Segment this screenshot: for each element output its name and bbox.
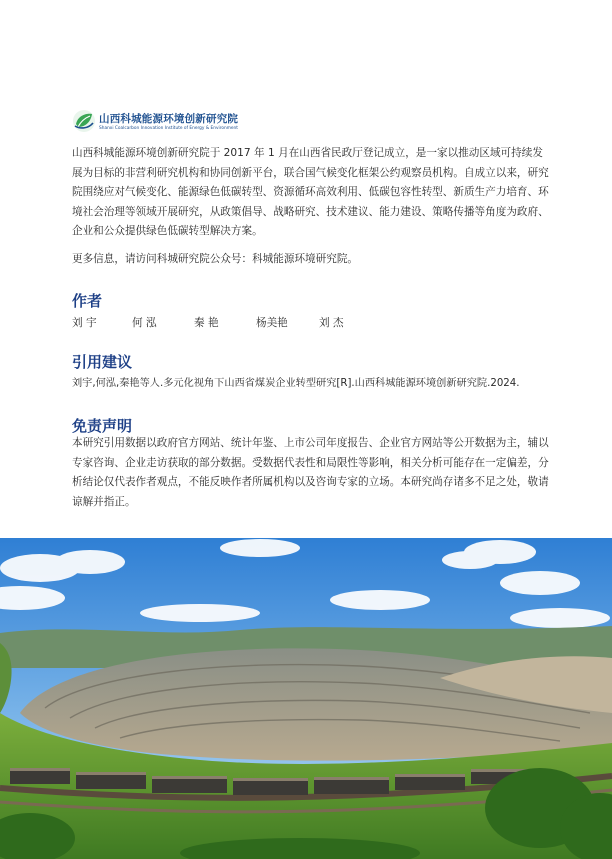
author-name: 何 泓 xyxy=(132,317,157,329)
authors-heading: 作者 xyxy=(72,292,103,310)
logo-name-en: Shanxi Coalcarbon Innovation Institute of Energy & Environment xyxy=(99,126,238,131)
more-info-text: 更多信息，请访问科城研究院公众号：科城能源环境研究院。 xyxy=(72,253,359,265)
institute-logo xyxy=(72,109,312,135)
citation-heading: 引用建议 xyxy=(72,353,133,371)
author-name: 刘 宇 xyxy=(72,317,97,329)
disclaimer-text: 本研究引用数据以政府官方网站、统计年鉴、上市公司年度报告、企业官方网站等公开数据为主，辅以专家咨询、企业走访获取的部分数据。受数据代表性和局限性等影响，相关分析可能存在一定偏差，分析结论仅代表作者观点，不能反映作者所属机构以及咨询专家的立场。本研究尚存诸多不足之处，敬请谅解并指正。 xyxy=(72,437,549,508)
leaf-logo-icon xyxy=(72,109,96,133)
intro-paragraph: 山西科城能源环境创新研究院于 2017 年 1 月在山西省民政厅登记成立，是一家以推动区域可持续发展为目标的非营利研究机构和协同创新平台，联合国气候变化框架公约观察员机构。自成立以来，研究院围绕应对气候变化、能源绿色低碳转型、资源循环高效利用、低碳包容性转型、新质生产力培育、环境社会治理等领域开展研究，从政策倡导、战略研究、技术建议、能力建设、策略传播等角度为政府、企业和公众提供绿色低碳转型解决方案。 xyxy=(72,147,549,238)
author-name: 杨美艳 xyxy=(256,317,288,329)
open-pit-mine-photo xyxy=(0,538,612,859)
author-name: 刘 杰 xyxy=(319,317,344,329)
disclaimer-heading: 免责声明 xyxy=(72,417,133,435)
logo-name-cn: 山西科城能源环境创新研究院 xyxy=(99,113,239,125)
citation-text: 刘宇,何泓,秦艳等人.多元化视角下山西省煤炭企业转型研究[R].山西科城能源环境创新研究院.2024. xyxy=(72,378,520,389)
author-name: 秦 艳 xyxy=(194,317,219,329)
